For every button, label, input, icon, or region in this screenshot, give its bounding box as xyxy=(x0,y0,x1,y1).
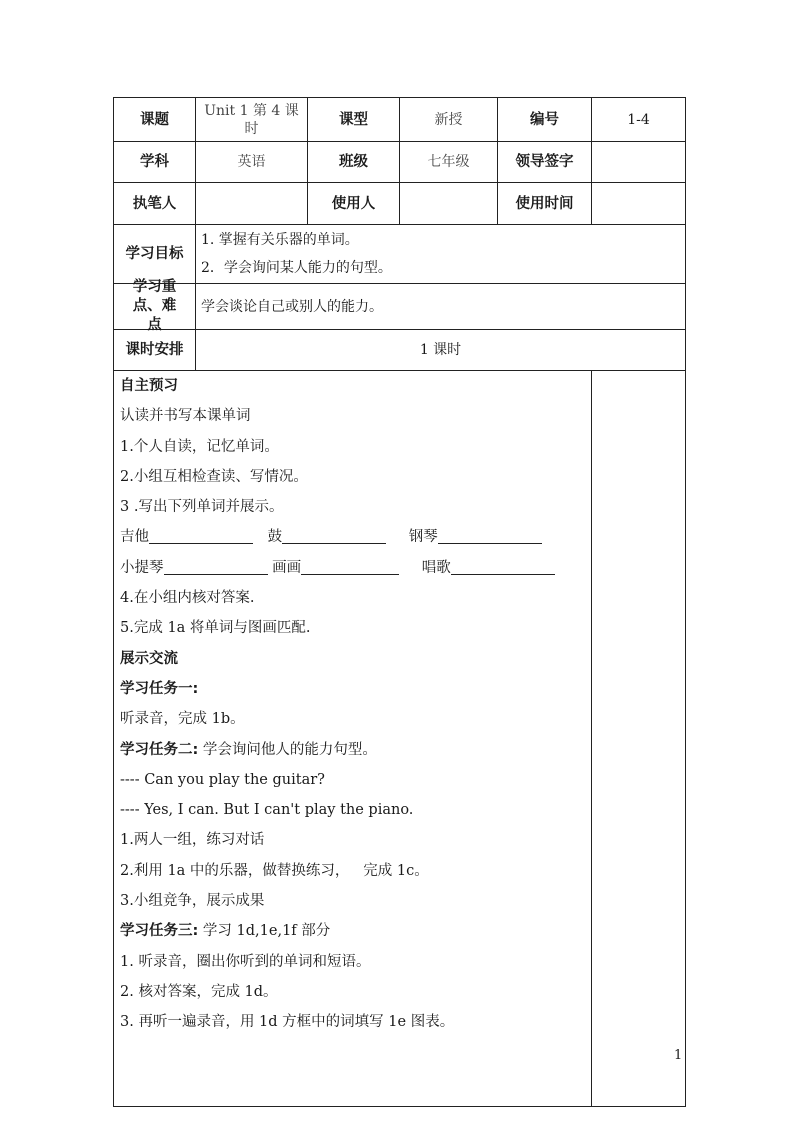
word-draw: 画画 xyxy=(272,559,302,576)
blank-drum[interactable] xyxy=(282,525,386,544)
preview-line: 2.小组互相检查读、写情况。 xyxy=(120,468,308,485)
leader-signature-label: 领导签字 xyxy=(498,141,592,183)
number-label: 编号 xyxy=(498,98,592,142)
table-row-topic xyxy=(113,97,686,142)
word-blanks-row-2 xyxy=(120,553,555,583)
notes-column xyxy=(592,371,686,1107)
preview-line: 5.完成 1a 将单词与图画匹配. xyxy=(120,620,311,637)
task3-text: 学习 1d,1e,1f 部分 xyxy=(198,923,331,940)
blank-sing[interactable] xyxy=(451,556,555,575)
word-piano: 钢琴 xyxy=(408,529,438,546)
task1-line: 听录音，完成 1b。 xyxy=(120,711,245,728)
goals-label: 学习目标 xyxy=(114,225,196,284)
writer-value xyxy=(196,183,308,225)
preview-line: 3 .写出下列单词并展示。 xyxy=(120,499,284,516)
task2-line: 2.利用 1a 中的乐器，做替换练习， 完成 1c。 xyxy=(120,862,429,879)
task2-line: 1.两人一组，练习对话 xyxy=(120,832,265,849)
leader-signature-value xyxy=(592,141,686,183)
class-value: 七年级 xyxy=(400,141,498,183)
number-value: 1-4 xyxy=(592,98,686,142)
word-sing: 唱歌 xyxy=(421,559,451,576)
task2-title: 学习任务二: xyxy=(120,741,199,758)
topic-label: 课题 xyxy=(114,98,196,142)
word-blanks-row-1 xyxy=(120,522,542,552)
task3-line: 3. 再听一遍录音，用 1d 方框中的词填写 1e 图表。 xyxy=(120,1014,455,1031)
preview-title: 自主预习 xyxy=(120,378,178,394)
blank-guitar[interactable] xyxy=(149,525,253,544)
subject-label: 学科 xyxy=(114,141,196,183)
task3-title: 学习任务三: xyxy=(120,923,199,940)
preview-line: 4.在小组内核对答案. xyxy=(120,590,255,607)
preview-line: 1.个人自读，记忆单词。 xyxy=(120,438,279,455)
word-guitar: 吉他 xyxy=(120,529,149,546)
type-label: 课型 xyxy=(308,98,400,142)
task2-text: 学会询问他人的能力句型。 xyxy=(198,741,377,758)
table-row-goals xyxy=(113,225,686,284)
writer-label: 执笔人 xyxy=(114,183,196,225)
subject-value: 英语 xyxy=(196,141,308,183)
main-content-cell xyxy=(114,371,592,1107)
table-row-main-content xyxy=(113,371,686,1107)
type-value: 新授 xyxy=(400,98,498,142)
blank-draw[interactable] xyxy=(301,556,399,575)
task2-line: ---- Yes, I can. But I can't play the piano. xyxy=(120,802,414,819)
blank-piano[interactable] xyxy=(438,525,542,544)
use-time-value xyxy=(592,183,686,225)
schedule-content: 1 课时 xyxy=(196,330,686,371)
task3-line: 2. 核对答案，完成 1d。 xyxy=(120,983,278,1000)
schedule-label: 课时安排 xyxy=(114,330,196,371)
task3-line: 1. 听录音，圈出你听到的单词和短语。 xyxy=(120,953,371,970)
task1-title: 学习任务一: xyxy=(120,680,199,697)
word-violin: 小提琴 xyxy=(120,559,164,576)
task2-line: 3.小组竞争，展示成果 xyxy=(120,893,265,910)
class-label: 班级 xyxy=(308,141,400,183)
keypoints-label: 学习重点、难点 xyxy=(114,284,196,330)
table-row-writer xyxy=(113,183,686,225)
topic-value: Unit 1 第 4 课时 xyxy=(196,98,308,142)
show-title: 展示交流 xyxy=(120,650,178,667)
blank-violin[interactable] xyxy=(164,556,268,575)
goals-content xyxy=(196,225,686,284)
use-time-label: 使用时间 xyxy=(498,183,592,225)
keypoints-content: 学会谈论自己或别人的能力。 xyxy=(196,284,686,330)
table-row-keypoints xyxy=(113,279,686,333)
user-label: 使用人 xyxy=(308,183,400,225)
user-value xyxy=(400,183,498,225)
goal-item: 1. 掌握有关乐器的单词。 xyxy=(201,232,359,248)
table-row-schedule xyxy=(113,330,686,371)
task2-line: ---- Can you play the guitar? xyxy=(120,771,325,788)
word-drum: 鼓 xyxy=(267,529,283,546)
preview-line: 认读并书写本课单词 xyxy=(120,408,251,425)
goal-item: 2．学会询问某人能力的句型。 xyxy=(201,260,392,276)
table-row-subject xyxy=(113,141,686,183)
page-number: 1 xyxy=(674,1048,683,1063)
